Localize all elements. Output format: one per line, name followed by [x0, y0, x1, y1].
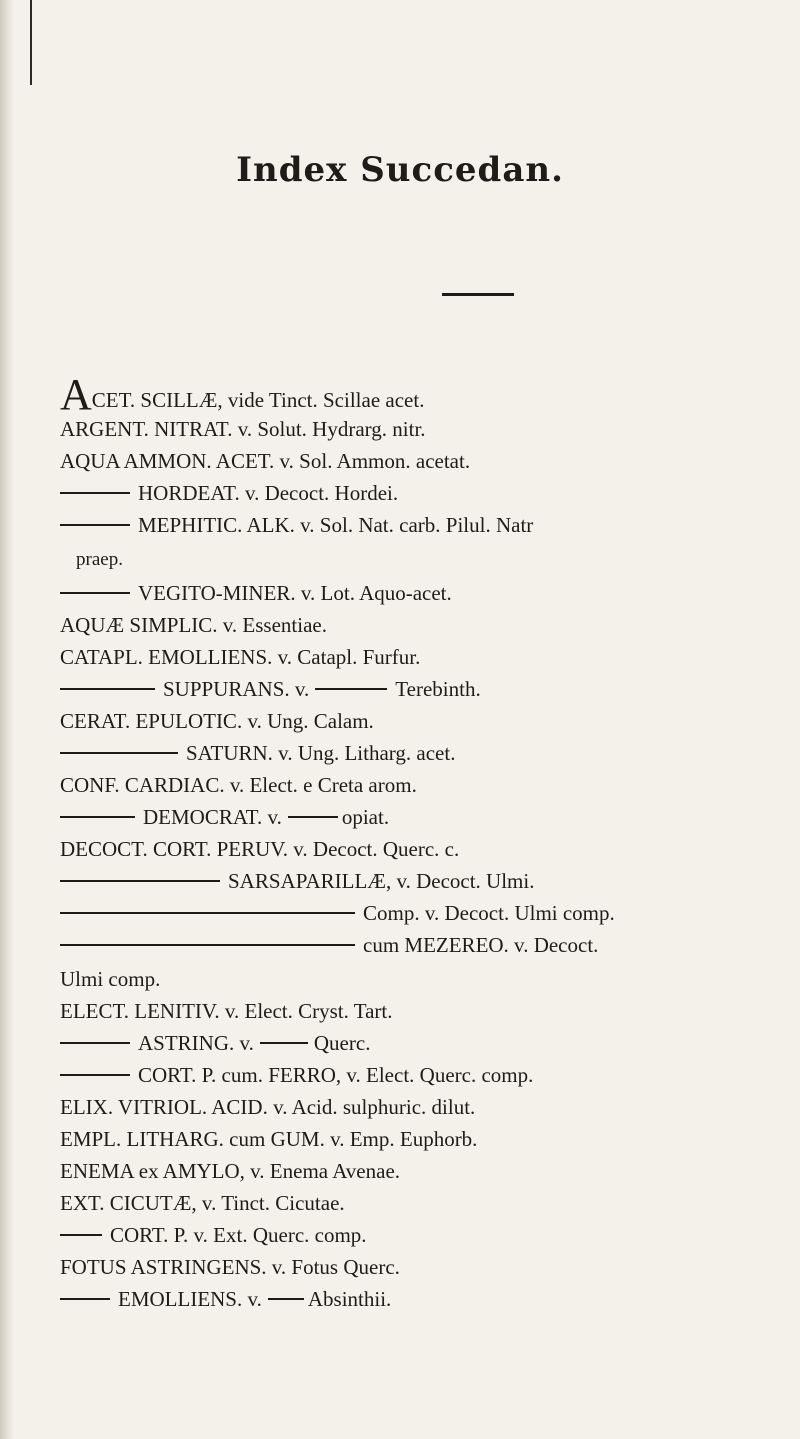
entry-line: [60, 480, 398, 506]
ditto-dash: [60, 1074, 130, 1076]
entry-text: Ulmi comp.: [60, 967, 161, 991]
entry-line: [60, 1062, 533, 1088]
entry-line: [60, 772, 417, 798]
entry-text: SUPPURANS. v.: [163, 677, 310, 701]
entry-text: MEPHITIC. ALK. v. Sol. Nat. carb. Pilul. Natr: [138, 513, 534, 537]
entry-text: EMPL. LITHARG. cum GUM. v. Emp. Euphorb.: [60, 1127, 478, 1151]
entry-text: Terebinth.: [395, 677, 481, 701]
entry-line: [60, 644, 420, 670]
entry-text: HORDEAT. v. Decoct. Hordei.: [138, 481, 399, 505]
entry-text: ELIX. VITRIOL. ACID. v. Acid. sulphuric. dilut.: [60, 1095, 476, 1119]
entry-line: [60, 998, 393, 1024]
entry-text: CORT. P. cum. FERRO, v. Elect. Querc. comp.: [138, 1063, 534, 1087]
ditto-dash: [60, 688, 155, 690]
entry-text: SARSAPARILLÆ, v. Decoct. Ulmi.: [228, 869, 535, 893]
entry-line: [60, 868, 534, 894]
ditto-dash: [60, 1042, 130, 1044]
ditto-dash: [60, 912, 355, 914]
entry-text: DECOCT. CORT. PERUV. v. Decoct. Querc. c.: [60, 837, 460, 861]
entry-line: [76, 547, 123, 573]
drop-initial: A: [60, 370, 92, 419]
entry-line: [60, 1158, 400, 1184]
entry-line: [60, 966, 160, 992]
entry-line: [60, 512, 533, 538]
entry-text: Absinthii.: [307, 1287, 392, 1311]
entry-line: [60, 370, 425, 419]
entry-text: EXT. CICUTÆ, v. Tinct. Cicutae.: [60, 1191, 345, 1215]
entry-line: [60, 448, 470, 474]
entry-text: opiat.: [341, 805, 390, 829]
entry-line: [60, 676, 481, 702]
ditto-dash: [60, 1234, 102, 1236]
entry-line: [60, 1094, 475, 1120]
entry-text: cum MEZEREO. v. Decoct.: [363, 933, 599, 957]
entry-text: VEGITO-MINER. v. Lot. Aquo-acet.: [138, 581, 452, 605]
entry-text: CATAPL. EMOLLIENS. v. Catapl. Furfur.: [60, 645, 421, 669]
ditto-dash: [60, 816, 135, 818]
entry-line: [60, 580, 452, 606]
entry-text: CORT. P. v. Ext. Querc. comp.: [110, 1223, 367, 1247]
entry-line: [60, 1126, 477, 1152]
entry-line: [60, 416, 426, 442]
entry-line: [60, 836, 459, 862]
ditto-dash: [288, 816, 338, 818]
entry-text: ARGENT. NITRAT. v. Solut. Hydrarg. nitr.: [60, 417, 426, 441]
ditto-dash: [315, 688, 387, 690]
ditto-dash: [60, 944, 355, 946]
ditto-dash: [268, 1298, 304, 1300]
entry-text: SATURN. v. Ung. Litharg. acet.: [186, 741, 456, 765]
entry-line: [60, 612, 327, 638]
entry-line: [60, 1286, 391, 1312]
entry-text: AQUA AMMON. ACET. v. Sol. Ammon. acetat.: [60, 449, 471, 473]
entry-text: FOTUS ASTRINGENS. v. Fotus Querc.: [60, 1255, 400, 1279]
entry-text: Querc.: [313, 1031, 371, 1055]
entry-line: [60, 900, 615, 926]
entry-line: [60, 1190, 345, 1216]
ditto-dash: [60, 880, 220, 882]
entry-text: AQUÆ SIMPLIC. v. Essentiae.: [60, 613, 327, 637]
entry-text: Comp. v. Decoct. Ulmi comp.: [363, 901, 615, 925]
ditto-dash: [60, 592, 130, 594]
ditto-dash: [60, 492, 130, 494]
entry-text: ELECT. LENITIV. v. Elect. Cryst. Tart.: [60, 999, 393, 1023]
entry-text: EMOLLIENS. v.: [118, 1287, 262, 1311]
ditto-dash: [260, 1042, 308, 1044]
entry-line: [60, 1254, 400, 1280]
entry-line: [60, 708, 374, 734]
ditto-dash: [60, 752, 178, 754]
entry-text: CERAT. EPULOTIC. v. Ung. Calam.: [60, 709, 374, 733]
entry-text: praep.: [76, 549, 123, 570]
entry-line: [60, 1030, 370, 1056]
entry-text: DEMOCRAT. v.: [143, 805, 282, 829]
ditto-dash: [60, 524, 130, 526]
entry-text: CONF. CARDIAC. v. Elect. e Creta arom.: [60, 773, 417, 797]
entry-line: [60, 740, 455, 766]
ditto-dash: [60, 1298, 110, 1300]
entry-line: [60, 1222, 367, 1248]
page-heading: Index Succedan.: [236, 150, 564, 190]
entry-line: [60, 932, 598, 958]
entry-text: CET. SCILLÆ, vide Tinct. Scillae acet.: [91, 388, 425, 412]
entry-text: ASTRING. v.: [138, 1031, 254, 1055]
entry-line: [60, 804, 389, 830]
entry-text: ENEMA ex AMYLO, v. Enema Avenae.: [60, 1159, 401, 1183]
